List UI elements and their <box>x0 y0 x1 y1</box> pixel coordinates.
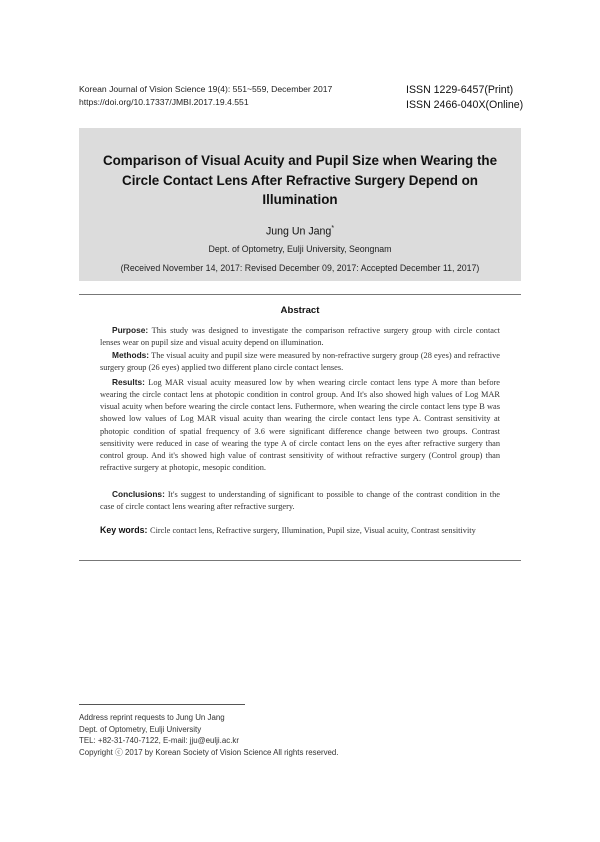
abstract-results <box>100 376 500 474</box>
keywords-label: Key words: <box>100 525 148 535</box>
results-text: Log MAR visual acuity measured low by when wearing circle contact lens type A more than before wearing the circle contact lens at photopic condition in control group. And It's also showed high values of Log MAR visual acuity when before wearing the circle contact lens. Futhermore, when wearing the circle contact lens type B was showed low values of Log MAR visual acuity than wearing the circle contact lens type A. Contrast sensitivity at photopic condition of spatial frequency of 3.6 were significant difference change between two groups. Contrast sensitivity were reduced in case of wearing the type A of circle contact lens on the eyes after refractive surgery than control group. And it's showed high value of contrast sensitivity of without refractive surgery (Control group) than refractive surgery at photopic, mesopic condition. <box>100 378 500 473</box>
issn-online: ISSN 2466-040X(Online) <box>406 99 524 111</box>
journal-info: Korean Journal of Vision Science 19(4): 551~559, December 2017 <box>79 84 333 94</box>
results-label: Results: <box>112 377 145 387</box>
author-name: Jung Un Jang <box>265 225 332 238</box>
purpose-text: This study was designed to investigate the comparison refractive surgery group with circle contact lenses wear on pupil size and visual acuity depend on illumination. <box>100 326 500 348</box>
journal-citation <box>79 83 332 109</box>
submission-dates: (Received November 14, 2017: Revised December 09, 2017: Accepted December 11, 2017) <box>120 263 480 273</box>
reprint-affiliation: Dept. of Optometry, Eulji University <box>79 724 202 734</box>
copyright: Copyright ⓒ 2017 by Korean Society of Vision Science All rights reserved. <box>79 747 339 757</box>
keywords-text: Circle contact lens, Refractive surgery, Illumination, Pupil size, Visual acuity, Contrast sensitivity <box>150 526 476 535</box>
issn-block <box>406 83 523 113</box>
abstract-methods <box>100 349 500 374</box>
abstract-top-rule <box>79 294 521 295</box>
footnote-rule <box>79 704 245 705</box>
author-line <box>79 225 521 238</box>
title-box <box>79 128 521 281</box>
paper-title: Comparison of Visual Acuity and Pupil Size when Wearing the Circle Contact Lens After Refractive Surgery Depend on Illumination <box>102 153 498 207</box>
methods-label: Methods: <box>112 350 150 360</box>
methods-text: The visual acuity and pupil size were measured by non-refractive surgery group (28 eyes) and refractive surgery group (26 eyes) applied two different plano circle contact lenses. <box>100 351 500 373</box>
conclusions-text: It's suggest to understanding of significant to possible to change of the contrast condition in the case of circle contact lens wearing after refractive surgery. <box>100 490 500 512</box>
contact-info: TEL: +82-31-740-7122, E-mail: jju@eulji.ac.kr <box>79 736 239 745</box>
purpose-label: Purpose: <box>112 325 149 335</box>
author-mark: * <box>331 225 335 232</box>
abstract-heading: Abstract <box>280 305 320 316</box>
doi-link[interactable]: https://doi.org/10.17337/JMBI.2017.19.4.551 <box>79 97 249 107</box>
reprint-request: Address reprint requests to Jung Un Jang <box>79 713 225 722</box>
footnote <box>79 712 339 758</box>
affiliation: Dept. of Optometry, Eulji University, Seongnam <box>208 244 392 254</box>
abstract-purpose <box>100 324 500 349</box>
conclusions-label: Conclusions: <box>112 489 165 499</box>
abstract-bottom-rule <box>79 560 521 561</box>
abstract-conclusions <box>100 488 500 513</box>
issn-print: ISSN 1229-6457(Print) <box>406 84 514 96</box>
